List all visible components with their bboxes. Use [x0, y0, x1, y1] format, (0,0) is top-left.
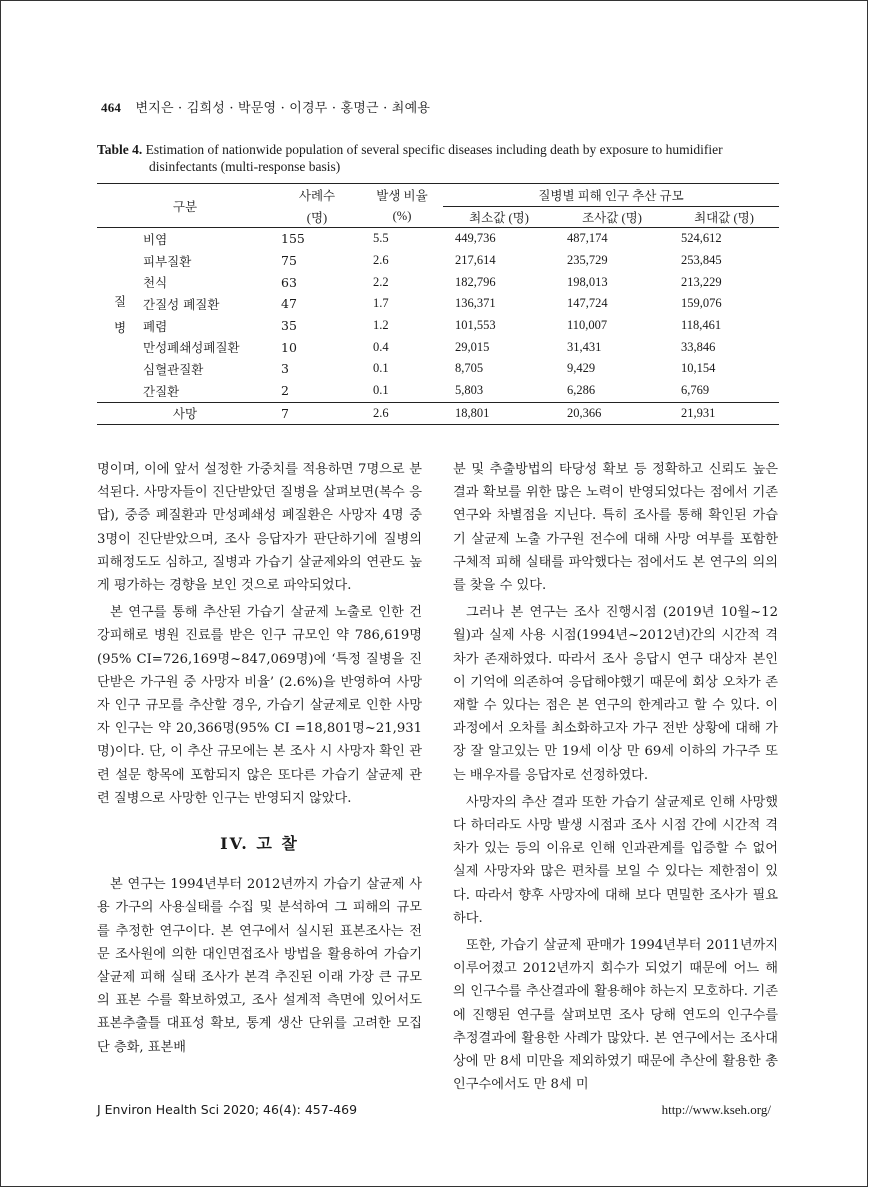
journal-citation: J Environ Health Sci 2020; 46(4): 457-469 — [97, 1102, 358, 1117]
table-row — [97, 315, 779, 337]
row-est: 235,729 — [567, 253, 608, 268]
right-column — [453, 458, 778, 1096]
death-row-rate: 2.6 — [361, 402, 443, 424]
row-max: 253,845 — [681, 253, 722, 268]
header-rate-unit: (%) — [361, 207, 443, 228]
row-est: 110,007 — [567, 318, 608, 333]
estimation-table — [97, 183, 779, 425]
paragraph: 본 연구를 통해 추산된 가습기 살균제 노출로 인한 건강피해로 병원 진료를 받은 인구 규모인 약 786,619명(95% CI=726,169명~847,069명)에 ‘특정 질병을 진단받은 가구원 중 사망자 비율’ (2.6%)을 반영하여 사망자 인구 규모를 추산할 경우, 가습기 살균제로 인한 사망자 인구는 약 20,366명(95% CI =18,801명~21,931명)이다. 단, 이 추산 규모에는 본 조사 시 사망자 확인 관련 설문 항목에 포함되지 않은 또다른 가습기 살균제 관련 질병으로 사망한 인구는 반영되지 않았다. — [97, 605, 422, 806]
row-name: 간질환 — [143, 383, 180, 399]
table-caption-label: Table 4. — [97, 142, 143, 157]
row-cases: 47 — [281, 296, 297, 312]
row-rate: 0.1 — [373, 383, 389, 398]
row-max: 33,846 — [681, 339, 716, 354]
group-label — [97, 228, 143, 403]
row-cases: 63 — [281, 274, 297, 290]
row-rate: 2.2 — [373, 274, 389, 289]
row-max: 524,612 — [681, 231, 722, 246]
header-max: 최대값 (명) — [669, 207, 779, 228]
page-number: 464 — [101, 100, 122, 115]
row-est: 6,286 — [567, 383, 596, 398]
table-row — [97, 250, 779, 272]
row-est: 487,174 — [567, 231, 608, 246]
row-rate: 0.1 — [373, 361, 389, 376]
group-label-1: 질 — [113, 293, 127, 309]
row-min: 8,705 — [455, 361, 484, 376]
death-row-max: 21,931 — [669, 402, 779, 424]
table-row — [97, 336, 779, 358]
death-row-cases: 7 — [273, 402, 361, 424]
row-min: 136,371 — [455, 296, 496, 311]
row-name: 간질성 폐질환 — [143, 296, 220, 312]
section-heading: IV. 고 찰 — [220, 834, 299, 854]
table-caption — [97, 141, 777, 175]
row-cases: 2 — [281, 383, 289, 399]
row-name: 천식 — [143, 275, 168, 291]
death-row-est: 20,366 — [555, 402, 669, 424]
row-max: 159,076 — [681, 296, 722, 311]
row-name: 심혈관질환 — [143, 361, 204, 377]
row-max: 6,769 — [681, 383, 710, 398]
table-row — [97, 271, 779, 293]
row-rate: 5.5 — [373, 231, 389, 246]
row-est: 147,724 — [567, 296, 608, 311]
left-column — [97, 458, 422, 1059]
row-min: 101,553 — [455, 318, 496, 333]
paragraph: 또한, 가습기 살균제 판매가 1994년부터 2011년까지 이루어졌고 2012년까지 회수가 되었기 때문에 어느 해의 인구수를 추산결과에 활용해야 하는지 모호하다. 기존에 진행된 연구를 살펴보면 조사 당해 연도의 인구수를 추정결과에 활용한 사례가 많았다. 본 연구에서는 조사대상에 만 8세 미만을 제외하였기 때문에 추산에 활용한 총 인구수에서도 만 8세 미 — [453, 938, 778, 1093]
author-list: 변지은 · 김희성 · 박문영 · 이경무 · 홍명근 · 최예용 — [135, 101, 431, 116]
header-min: 최소값 (명) — [443, 207, 555, 228]
paragraph: 그러나 본 연구는 조사 진행시점 (2019년 10월~12월)과 실제 사용 시점(1994년~2012년)간의 시간적 격차가 존재하였다. 따라서 조사 응답시 연구 대상자 본인이 기억에 의존하여 응답해야했기 때문에 회상 오차가 존재할 수 있다는 점은 본 연구의 한계라고 할 수 있다. 이 과정에서 오차를 최소화하고자 가구 전반 상황에 대해 가장 잘 알고있는 만 19세 이상 만 69세 이하의 가구주 또는 배우자를 응답자로 선정하였다. — [453, 605, 778, 783]
group-label-2: 병 — [113, 319, 127, 335]
row-rate: 1.7 — [373, 296, 389, 311]
header-group: 질병별 피해 인구 추산 규모 — [443, 184, 779, 207]
row-est: 198,013 — [567, 274, 608, 289]
row-max: 118,461 — [681, 318, 722, 333]
row-rate: 1.2 — [373, 318, 389, 333]
header-cases: 사례수 — [273, 184, 361, 207]
row-min: 449,736 — [455, 231, 496, 246]
row-min: 217,614 — [455, 253, 496, 268]
running-head — [101, 97, 430, 116]
death-row-min: 18,801 — [443, 402, 555, 424]
header-est: 조사값 (명) — [555, 207, 669, 228]
paragraph: 사망자의 추산 결과 또한 가습기 살균제로 인해 사망했다 하더라도 사망 발생 시점과 조사 시점 간에 시간적 격차가 있는 등의 이유로 인해 인과관계를 입증할 수 없어 실제 사망자와 많은 편차를 보일 수 있다는 제한점이 있다. 따라서 향후 사망자에 대해 보다 면밀한 조사가 필요하다. — [453, 794, 778, 926]
row-est: 31,431 — [567, 339, 602, 354]
paragraph: 본 연구는 1994년부터 2012년까지 가습기 살균제 사용 가구의 사용실태를 수집 및 분석하여 그 피해의 규모를 추정한 연구이다. 본 연구에서 실시된 표본조사는 전문 조사원에 의한 대인면접조사 방법을 활용하여 가습기 살균제 피해 실태 조사가 본격 추진된 이래 가장 큰 규모의 표본 수를 확보하였고, 조사 설계적 측면에 있어서도 표본추출틀 대표성 확보, 통계 생산 단위를 고려한 모집단 층화, 표본배 — [97, 877, 422, 1055]
row-min: 182,796 — [455, 274, 496, 289]
table-row — [97, 358, 779, 380]
row-cases: 3 — [281, 361, 289, 377]
header-cases-unit: (명) — [273, 207, 361, 228]
row-min: 29,015 — [455, 339, 490, 354]
row-cases: 155 — [281, 231, 305, 247]
row-name: 피부질환 — [143, 253, 192, 269]
table-row — [97, 228, 779, 250]
row-cases: 75 — [281, 253, 297, 269]
header-rate: 발생 비율 — [361, 184, 443, 207]
row-rate: 0.4 — [373, 339, 389, 354]
row-rate: 2.6 — [373, 253, 389, 268]
header-category: 구분 — [97, 184, 273, 228]
death-row-name: 사망 — [97, 402, 273, 424]
paragraph: 분 및 추출방법의 타당성 확보 등 정확하고 신뢰도 높은 결과 확보를 위한 많은 노력이 반영되었다는 점에서 기존 연구와 차별점을 지닌다. 특히 조사를 통해 확인된 가습기 살균제 노출 가구원 전수에 대해 사망 여부를 포함한 구체적 피해 실태를 파악했다는 점에서도 본 연구의 의의를 찾을 수 있다. — [453, 462, 778, 594]
row-name: 폐렴 — [143, 318, 168, 334]
row-cases: 35 — [281, 318, 297, 334]
table-row — [97, 293, 779, 315]
table-caption-line2: disinfectants (multi-response basis) — [149, 159, 341, 174]
table-row — [97, 380, 779, 402]
row-max: 10,154 — [681, 361, 716, 376]
journal-url[interactable]: http://www.kseh.org/ — [661, 1102, 771, 1117]
paragraph: 명이며, 이에 앞서 설정한 가중치를 적용하면 7명으로 분석된다. 사망자들이 진단받았던 질병을 살펴보면(복수 응답), 중증 폐질환과 만성폐쇄성 폐질환은 사망자 4명 중 3명이 진단받았으며, 조사 응답자가 판단하기에 질병의 피해정도도 심하고, 질병과 가습기 살균제와의 연관도 높게 평가하는 경향을 보인 것으로 파악되었다. — [97, 462, 422, 594]
death-row — [97, 402, 779, 424]
row-name: 비염 — [143, 231, 168, 247]
row-name: 만성폐쇄성폐질환 — [143, 340, 240, 356]
row-max: 213,229 — [681, 274, 722, 289]
row-est: 9,429 — [567, 361, 596, 376]
table-caption-line1: Estimation of nationwide population of several specific diseases including death by exposure to humidifier — [145, 142, 723, 157]
row-cases: 10 — [281, 339, 297, 355]
row-min: 5,803 — [455, 383, 484, 398]
